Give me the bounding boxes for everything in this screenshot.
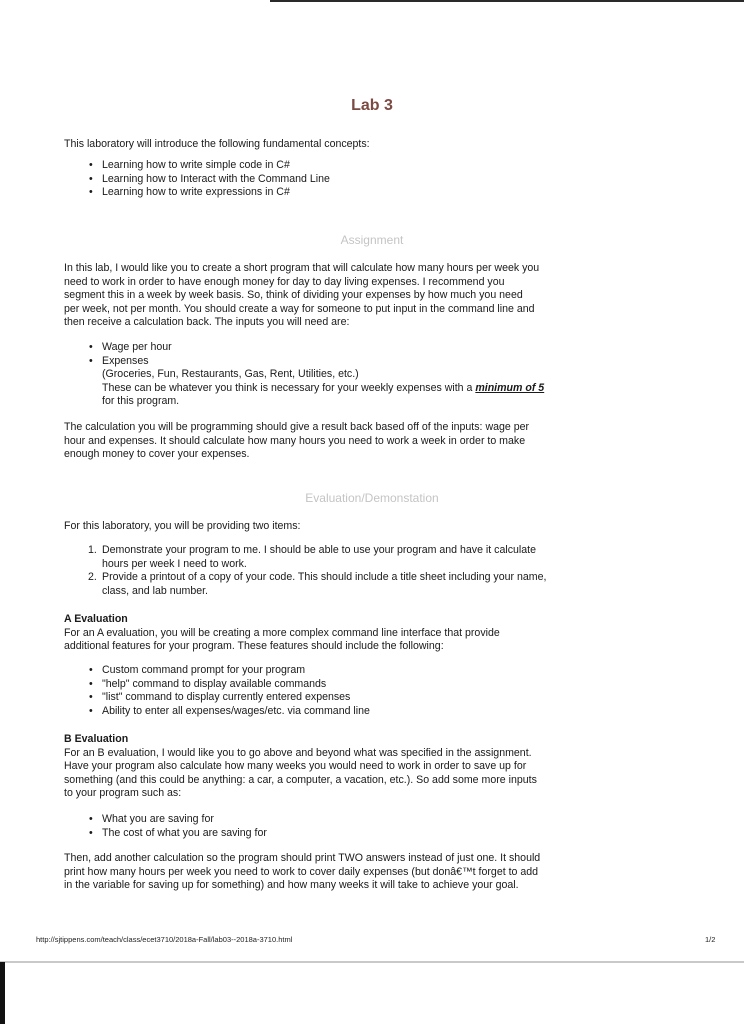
text-line: For an B evaluation, I would like you to go above and beyond what was specified in the assignment. [64,746,532,759]
intro-text: This laboratory will introduce the following fundamental concepts: [64,138,370,150]
list-item [102,355,672,409]
evaluation-intro: For this laboratory, you will be providing two items: [64,520,301,532]
scan-edge-left [0,962,5,1024]
assignment-heading: Assignment [340,233,404,247]
text-line: enough money to cover your expenses. [64,448,250,461]
list-item: • Learning how to Interact with the Command Line [102,173,672,187]
text-line: In this lab, I would like you to create a short program that will calculate how many hours per week you [64,262,540,274]
footer-url: http://sjtippens.com/teach/class/ecet3710/2018a-Fall/lab03--2018a-3710.html [36,935,293,944]
evaluation-heading: Evaluation/Demonstation [305,491,439,505]
item-number: 1. [88,544,97,556]
list-item: • The cost of what you are saving for [102,827,672,841]
list-item: • "help" command to display available commands [102,678,672,692]
text-line: For an A evaluation, you will be creating a more complex command line interface that provide [64,626,500,639]
page-title: Lab 3 [351,97,393,114]
text-line: something (and this could be anything: a car, a computer, a vacation, etc.). So add some more inputs [64,773,537,786]
list-item [88,544,672,571]
text-line: additional features for your program. These features should include the following: [64,640,444,653]
list-item-label: Expenses [102,354,149,367]
text-line: need to work in order to have enough money for day to day living expenses. I recommend you [64,275,505,288]
a-evaluation-heading: A Evaluation [64,613,128,625]
text-line: segment this in a week by week basis. So, think of dividing your expenses by how much you need [64,289,523,302]
a-evaluation-section [64,613,634,654]
text-line: The calculation you will be programming should give a result back based off of the inputs: wage per [64,421,530,433]
closing-paragraph [64,852,634,893]
text-line: class, and lab number. [102,584,208,597]
scan-edge-top [270,0,744,2]
assignment-paragraph [64,262,634,330]
text-line: in the variable for saving up for something) and how many weeks it will take to achieve your goal. [64,879,519,892]
expenses-note: These can be whatever you think is necessary for your weekly expenses with a [102,381,476,394]
list-item: • What you are saving for [102,813,672,827]
a-features-list [64,664,672,718]
list-item: • Learning how to write expressions in C# [102,186,672,200]
text-line: Have your program also calculate how many weeks you would need to work in order to save up for [64,760,527,773]
text-line: to your program such as: [64,787,182,800]
list-item [88,571,672,598]
page-number: 1/2 [705,935,716,944]
calculation-paragraph [64,421,634,462]
list-item: • Learning how to write simple code in C# [102,159,672,173]
text-line: hours per week I need to work. [102,557,247,570]
page-edge-divider [0,961,744,963]
text-line: Provide a printout of a copy of your code. This should include a title sheet including your name, [102,571,547,584]
deliverables-list [64,544,672,598]
text-line: per week, not per month. You should create a way for someone to put input in the command line and [64,302,535,315]
text-line: hour and expenses. It should calculate how many hours you need to work a week in order to make [64,434,526,447]
inputs-list [64,341,672,409]
list-item: • Ability to enter all expenses/wages/etc. via command line [102,705,672,719]
list-item: • Wage per hour [102,341,672,355]
minimum-emphasis: minimum of 5 [475,381,545,394]
text-line: print how many hours per week you need to work to cover daily expenses (but donâ€™t forget to add [64,865,539,878]
expenses-examples: (Groceries, Fun, Restaurants, Gas, Rent, Utilities, etc.) [102,368,359,381]
concepts-list [64,159,672,200]
text-line: Then, add another calculation so the program should print TWO answers instead of just one. It should [64,852,541,864]
b-inputs-list [64,813,672,840]
list-item: • Custom command prompt for your program [102,664,672,678]
b-evaluation-heading: B Evaluation [64,733,129,745]
expenses-note-end: for this program. [102,395,180,408]
list-item: • "list" command to display currently entered expenses [102,691,672,705]
item-number: 2. [88,571,97,584]
text-line: Demonstrate your program to me. I should be able to use your program and have it calculate [102,544,536,556]
text-line: then receive a calculation back. The inputs you will need are: [64,316,350,329]
b-evaluation-section [64,733,634,801]
